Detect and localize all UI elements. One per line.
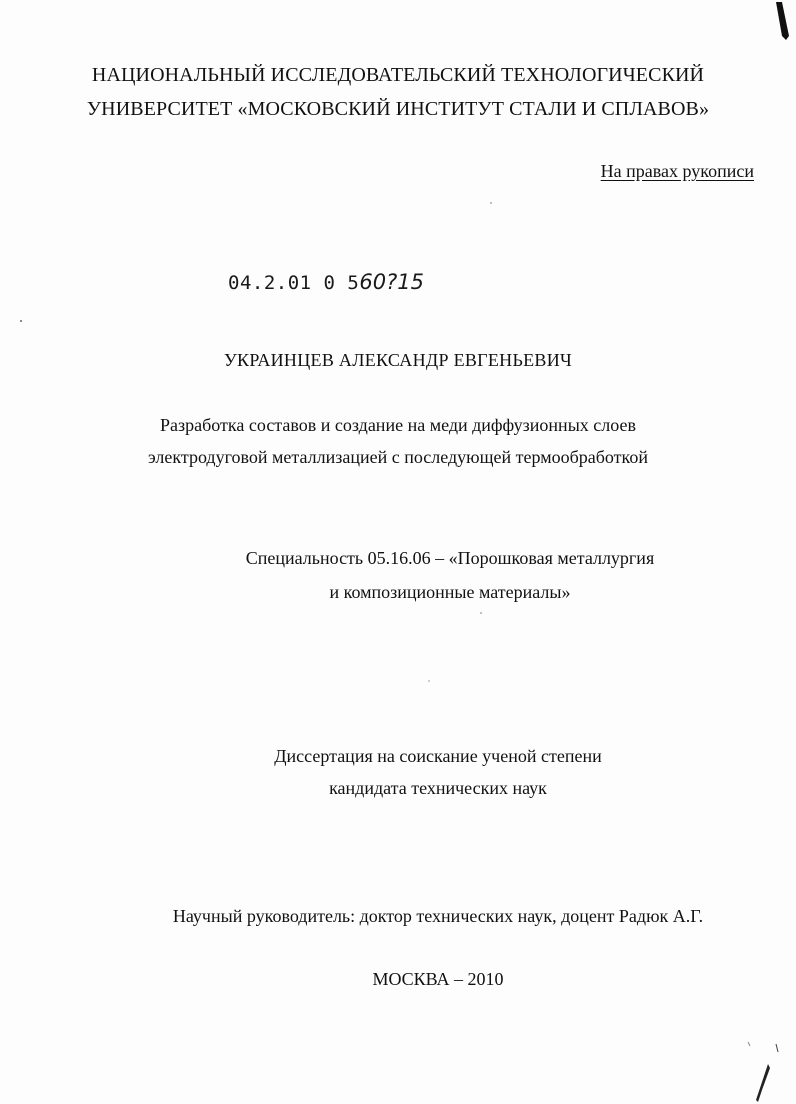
scan-speck-mid bbox=[488, 200, 494, 206]
title-line-2: электродуговой металлизацией с последующей термообработкой bbox=[147, 447, 648, 467]
city-and-year: МОСКВА – 2010 bbox=[372, 969, 504, 989]
scientific-supervisor: Научный руководитель: доктор технических наук, доцент Радюк А.Г. bbox=[172, 906, 704, 926]
specialty-line-2: и композиционные материалы» bbox=[329, 582, 571, 602]
degree-line-1: Диссертация на соискание ученой степени bbox=[274, 746, 602, 766]
degree-line-2: кандидата технических наук bbox=[329, 778, 547, 798]
institution-line-1: НАЦИОНАЛЬНЫЙ ИССЛЕДОВАТЕЛЬСКИЙ ТЕХНОЛОГИЧЕСКИЙ bbox=[91, 64, 705, 86]
scan-mark-bottom-right bbox=[740, 1040, 790, 1104]
manuscript-rights-note: На правах рукописи bbox=[600, 161, 754, 181]
registration-stamp bbox=[228, 270, 424, 294]
author-name: УКРАИНЦЕВ АЛЕКСАНДР ЕВГЕНЬЕВИЧ bbox=[223, 350, 573, 370]
title-line-1: Разработка составов и создание на меди диффузионных слоев bbox=[160, 415, 636, 435]
scan-speck-lower bbox=[478, 610, 484, 616]
specialty-line-1: Специальность 05.16.06 – «Порошковая металлургия bbox=[245, 548, 655, 568]
stamp-handwritten-number: 60?15 bbox=[359, 270, 424, 294]
institution-line-2: УНИВЕРСИТЕТ «МОСКОВСКИЙ ИНСТИТУТ СТАЛИ И СПЛАВОВ» bbox=[86, 98, 710, 120]
scan-speck-left bbox=[18, 318, 24, 324]
scan-mark-top-right bbox=[770, 0, 796, 44]
scan-speck-lower-2 bbox=[426, 678, 432, 684]
stamp-printed-number: 04.2.01 0 5 bbox=[228, 272, 360, 294]
